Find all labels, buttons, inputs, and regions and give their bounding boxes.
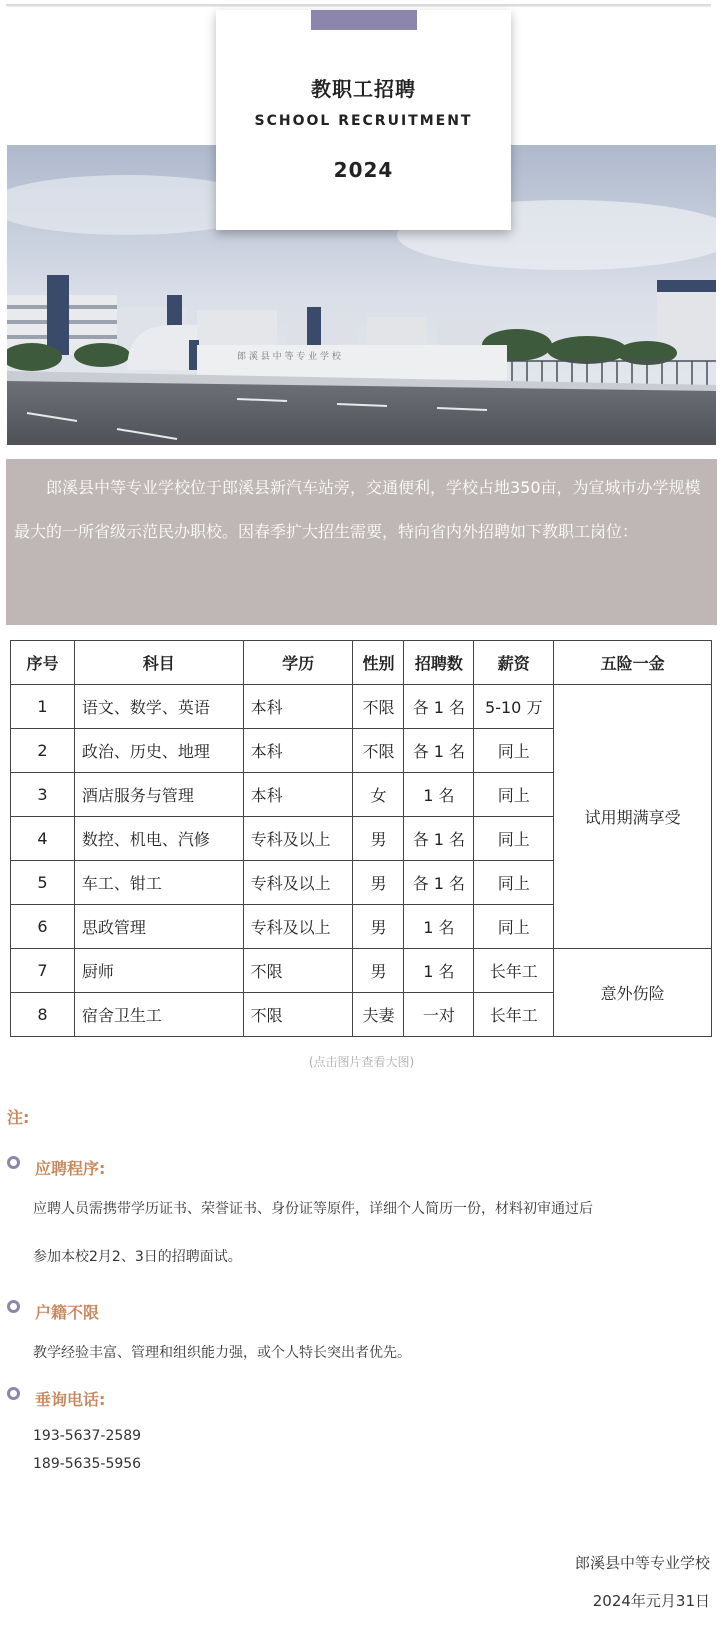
- cell-count: 1 名: [404, 905, 474, 949]
- cell-index: 2: [11, 729, 75, 773]
- cell-gender: 男: [353, 949, 404, 993]
- cell-salary: 5-10 万: [474, 685, 554, 729]
- svg-text:郎 溪 县 中 等 专 业 学 校: 郎 溪 县 中 等 专 业 学 校: [237, 352, 341, 362]
- col-header-subject: 科目: [74, 641, 243, 685]
- contact-phone-1[interactable]: 193-5637-2589: [33, 1428, 142, 1444]
- cell-subject: 厨师: [74, 949, 243, 993]
- col-header-gender: 性别: [353, 641, 404, 685]
- circle-bullet-icon: [7, 1300, 20, 1313]
- page-title: 教职工招聘: [311, 77, 416, 101]
- cell-education: 不限: [243, 993, 353, 1037]
- cell-gender: 男: [353, 905, 404, 949]
- cell-subject: 政治、历史、地理: [74, 729, 243, 773]
- page-year: 2024: [333, 158, 394, 182]
- signature-date: 2024年元月31日: [592, 1592, 710, 1610]
- title-accent-bar: [311, 10, 417, 30]
- circle-bullet-icon: [7, 1387, 20, 1400]
- cell-index: 1: [11, 685, 75, 729]
- cell-subject: 思政管理: [74, 905, 243, 949]
- section-contact-header: [7, 1387, 105, 1410]
- signature-school: 郎溪县中等专业学校: [574, 1554, 710, 1572]
- cell-benefits-group-2: 意外伤险: [554, 949, 712, 1037]
- cell-gender: 女: [353, 773, 404, 817]
- section-procedure-header: [7, 1156, 105, 1179]
- cell-count: 1 名: [404, 949, 474, 993]
- cell-subject: 语文、数学、英语: [74, 685, 243, 729]
- col-header-education: 学历: [243, 641, 353, 685]
- cell-education: 专科及以上: [243, 817, 353, 861]
- cell-salary: 同上: [474, 861, 554, 905]
- cell-benefits-group-1: 试用期满享受: [554, 685, 712, 949]
- cell-count: 各 1 名: [404, 729, 474, 773]
- image-caption-link[interactable]: (点击图片查看大图): [308, 1055, 415, 1069]
- cell-count: 各 1 名: [404, 861, 474, 905]
- top-divider: [6, 4, 711, 7]
- table-row: [11, 949, 712, 993]
- table-header-row: [11, 641, 712, 685]
- col-header-count: 招聘数: [404, 641, 474, 685]
- cell-count: 1 名: [404, 773, 474, 817]
- cell-education: 专科及以上: [243, 905, 353, 949]
- section-contact-title: 垂询电话:: [35, 1390, 106, 1409]
- cell-salary: 长年工: [474, 949, 554, 993]
- cell-count: 各 1 名: [404, 817, 474, 861]
- cell-education: 不限: [243, 949, 353, 993]
- cell-gender: 男: [353, 861, 404, 905]
- cell-education: 专科及以上: [243, 861, 353, 905]
- cell-index: 6: [11, 905, 75, 949]
- page-subtitle: SCHOOL RECRUITMENT: [254, 113, 473, 129]
- cell-index: 7: [11, 949, 75, 993]
- cell-index: 5: [11, 861, 75, 905]
- table-row: [11, 685, 712, 729]
- section-hukou-header: [7, 1300, 99, 1323]
- cell-subject: 车工、钳工: [74, 861, 243, 905]
- col-header-index: 序号: [11, 641, 75, 685]
- cell-education: 本科: [243, 773, 353, 817]
- cell-gender: 男: [353, 817, 404, 861]
- cell-education: 本科: [243, 729, 353, 773]
- cell-salary: 同上: [474, 773, 554, 817]
- note-label: 注:: [7, 1108, 30, 1127]
- cell-gender: 不限: [353, 685, 404, 729]
- cell-index: 8: [11, 993, 75, 1037]
- contact-phone-2[interactable]: 189-5635-5956: [33, 1456, 142, 1472]
- col-header-salary: 薪资: [474, 641, 554, 685]
- cell-count: 一对: [404, 993, 474, 1037]
- cell-count: 各 1 名: [404, 685, 474, 729]
- section-procedure-line1: 应聘人员需携带学历证书、荣誉证书、身份证等原件，详细个人简历一份，材料初审通过后: [33, 1201, 593, 1217]
- cell-salary: 长年工: [474, 993, 554, 1037]
- cell-education: 本科: [243, 685, 353, 729]
- section-hukou-title: 户籍不限: [35, 1303, 100, 1322]
- cell-subject: 宿舍卫生工: [74, 993, 243, 1037]
- intro-paragraph: 郎溪县中等专业学校位于郎溪县新汽车站旁，交通便利，学校占地350亩，为宣城市办学规模最大的一所省级示范民办职校。因春季扩大招生需要，特向省内外招聘如下教职工岗位：: [6, 459, 717, 625]
- section-procedure-line2: 参加本校2月2、3日的招聘面试。: [33, 1249, 242, 1265]
- col-header-benefits: 五险一金: [554, 641, 712, 685]
- section-procedure-title: 应聘程序:: [35, 1159, 106, 1178]
- recruitment-table[interactable]: [10, 640, 712, 1037]
- cell-salary: 同上: [474, 905, 554, 949]
- cell-index: 3: [11, 773, 75, 817]
- cell-gender: 不限: [353, 729, 404, 773]
- cell-salary: 同上: [474, 729, 554, 773]
- cell-salary: 同上: [474, 817, 554, 861]
- section-hukou-line1: 教学经验丰富、管理和组织能力强，或个人特长突出者优先。: [33, 1345, 411, 1361]
- circle-bullet-icon: [7, 1156, 20, 1169]
- cell-subject: 酒店服务与管理: [74, 773, 243, 817]
- cell-gender: 夫妻: [353, 993, 404, 1037]
- cell-index: 4: [11, 817, 75, 861]
- title-card: [216, 10, 511, 230]
- cell-subject: 数控、机电、汽修: [74, 817, 243, 861]
